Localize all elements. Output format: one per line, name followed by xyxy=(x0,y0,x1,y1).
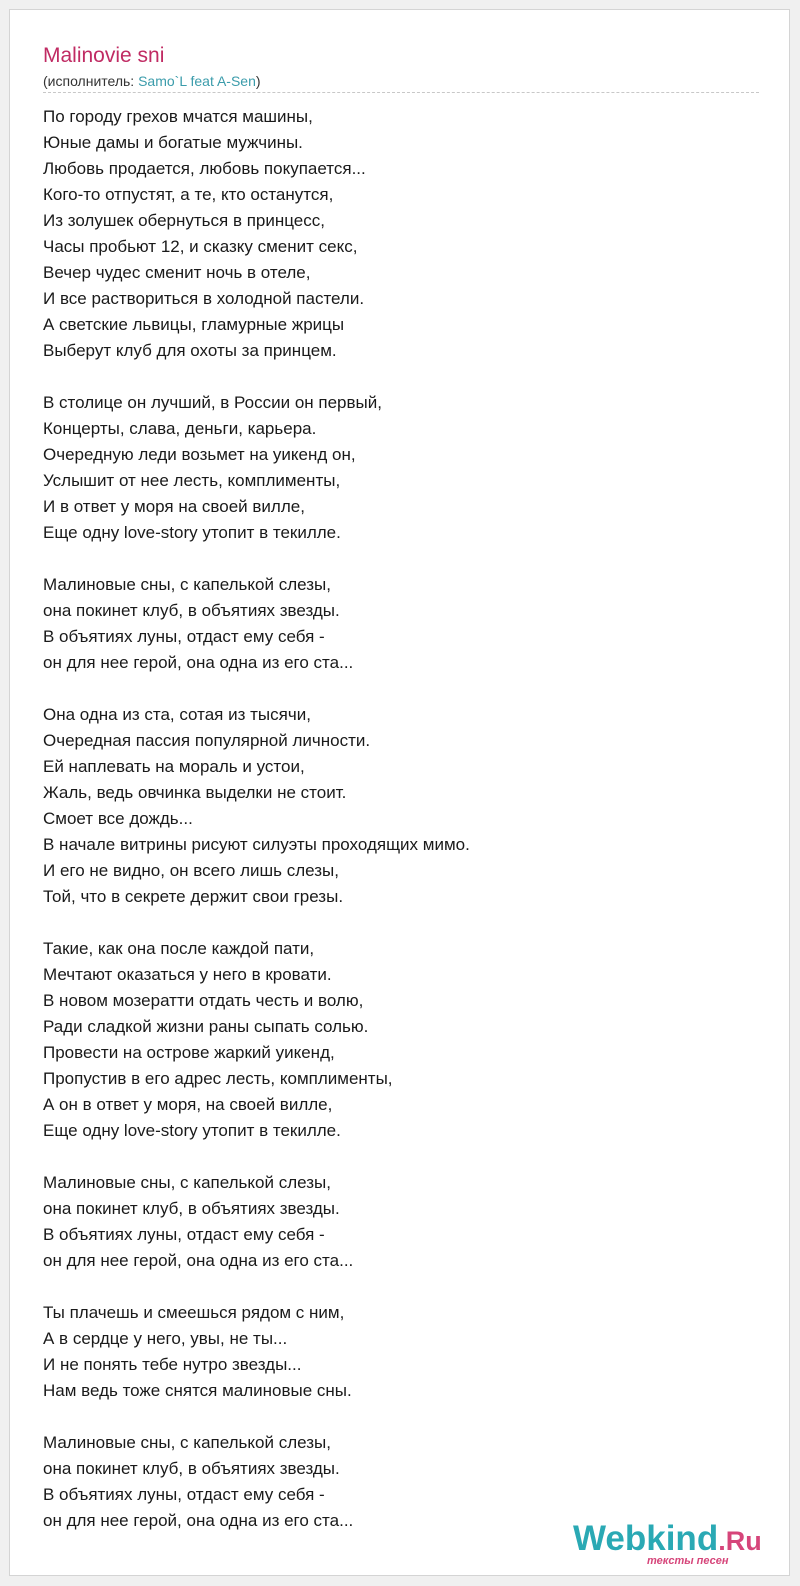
lyric-line: В столице он лучший, в России он первый, xyxy=(43,393,382,412)
lyric-line: Кого-то отпустят, а те, кто останутся, xyxy=(43,185,334,204)
lyric-line: Часы пробьют 12, и сказку сменит секс, xyxy=(43,237,358,256)
lyric-line: В объятиях луны, отдаст ему себя - xyxy=(43,1485,325,1504)
lyric-line: Ты плачешь и смеешься рядом с ним, xyxy=(43,1303,345,1322)
lyric-line: Жаль, ведь овчинка выделки не стоит. xyxy=(43,783,347,802)
lyric-line: Юные дамы и богатые мужчины. xyxy=(43,133,303,152)
lyric-line: Мечтают оказаться у него в кровати. xyxy=(43,965,332,984)
stanza-break xyxy=(43,364,759,390)
logo-name: Webkind xyxy=(573,1519,719,1558)
stanza-break xyxy=(43,910,759,936)
lyric-line: Еще одну love-story утопит в текилле. xyxy=(43,1121,341,1140)
stanza-break xyxy=(43,546,759,572)
lyric-line: И все раствориться в холодной пастели. xyxy=(43,289,365,308)
lyric-line: она покинет клуб, в объятиях звезды. xyxy=(43,601,340,620)
lyric-line: Такие, как она после каждой пати, xyxy=(43,939,315,958)
lyric-line: он для нее герой, она одна из его ста... xyxy=(43,1251,354,1270)
lyrics-card xyxy=(9,9,790,1576)
divider xyxy=(43,92,759,93)
lyric-line: Малиновые сны, с капелькой слезы, xyxy=(43,575,331,594)
lyric-line: И не понять тебе нутро звезды... xyxy=(43,1355,302,1374)
lyric-line: Малиновые сны, с капелькой слезы, xyxy=(43,1433,331,1452)
lyric-line: Вечер чудес сменит ночь в отеле, xyxy=(43,263,311,282)
logo-wordmark xyxy=(573,1520,762,1560)
artist-link[interactable]: Samo`L feat A-Sen xyxy=(138,73,256,89)
stanza-break xyxy=(43,1404,759,1430)
lyric-line: Той, что в секрете держит свои грезы. xyxy=(43,887,344,906)
lyric-line: она покинет клуб, в объятиях звезды. xyxy=(43,1199,340,1218)
lyric-line: По городу грехов мчатся машины, xyxy=(43,107,313,126)
lyric-line: Ей наплевать на мораль и устои, xyxy=(43,757,305,776)
artist-line xyxy=(43,72,261,90)
lyric-line: Ради сладкой жизни раны сыпать солью. xyxy=(43,1017,369,1036)
lyric-line: Любовь продается, любовь покупается... xyxy=(43,159,366,178)
lyric-line: Провести на острове жаркий уикенд, xyxy=(43,1043,335,1062)
lyric-line: Смоет все дождь... xyxy=(43,809,193,828)
lyric-line: Она одна из ста, сотая из тысячи, xyxy=(43,705,311,724)
lyric-line: Пропустив в его адрес лесть, комплименты, xyxy=(43,1069,393,1088)
lyric-line: А он в ответ у моря, на своей вилле, xyxy=(43,1095,333,1114)
lyric-line: В объятиях луны, отдаст ему себя - xyxy=(43,627,325,646)
lyric-line: Услышит от нее лесть, комплименты, xyxy=(43,471,341,490)
stanza-break xyxy=(43,676,759,702)
lyric-line: Нам ведь тоже снятся малиновые сны. xyxy=(43,1381,352,1400)
artist-suffix: ) xyxy=(255,73,261,89)
stanza-break xyxy=(43,1274,759,1300)
lyric-line: Концерты, слава, деньги, карьера. xyxy=(43,419,317,438)
lyric-line: А светские львицы, гламурные жрицы xyxy=(43,315,345,334)
logo-tld: .Ru xyxy=(718,1526,762,1556)
artist-prefix: (исполнитель: xyxy=(43,73,139,89)
logo-tagline: тексты песен xyxy=(647,1555,729,1567)
lyric-line: Малиновые сны, с капелькой слезы, xyxy=(43,1173,331,1192)
lyrics-body xyxy=(43,104,759,1534)
stanza-break xyxy=(43,1144,759,1170)
song-title: Malinovie sni xyxy=(43,44,165,67)
lyric-line: Из золушек обернуться в принцесс, xyxy=(43,211,325,230)
lyric-line: Еще одну love-story утопит в текилле. xyxy=(43,523,341,542)
lyric-line: он для нее герой, она одна из его ста... xyxy=(43,653,354,672)
lyric-line: В новом мозератти отдать честь и волю, xyxy=(43,991,364,1010)
lyric-line: А в сердце у него, увы, не ты... xyxy=(43,1329,288,1348)
lyric-line: он для нее герой, она одна из его ста... xyxy=(43,1511,354,1530)
lyric-line: Очередная пассия популярной личности. xyxy=(43,731,371,750)
lyric-line: И его не видно, он всего лишь слезы, xyxy=(43,861,339,880)
site-logo[interactable] xyxy=(573,1520,773,1570)
lyric-line: В объятиях луны, отдаст ему себя - xyxy=(43,1225,325,1244)
lyric-line: Очередную леди возьмет на уикенд он, xyxy=(43,445,356,464)
lyric-line: Выберут клуб для охоты за принцем. xyxy=(43,341,337,360)
lyric-line: И в ответ у моря на своей вилле, xyxy=(43,497,305,516)
lyric-line: она покинет клуб, в объятиях звезды. xyxy=(43,1459,340,1478)
lyric-line: В начале витрины рисуют силуэты проходящих мимо. xyxy=(43,835,470,854)
